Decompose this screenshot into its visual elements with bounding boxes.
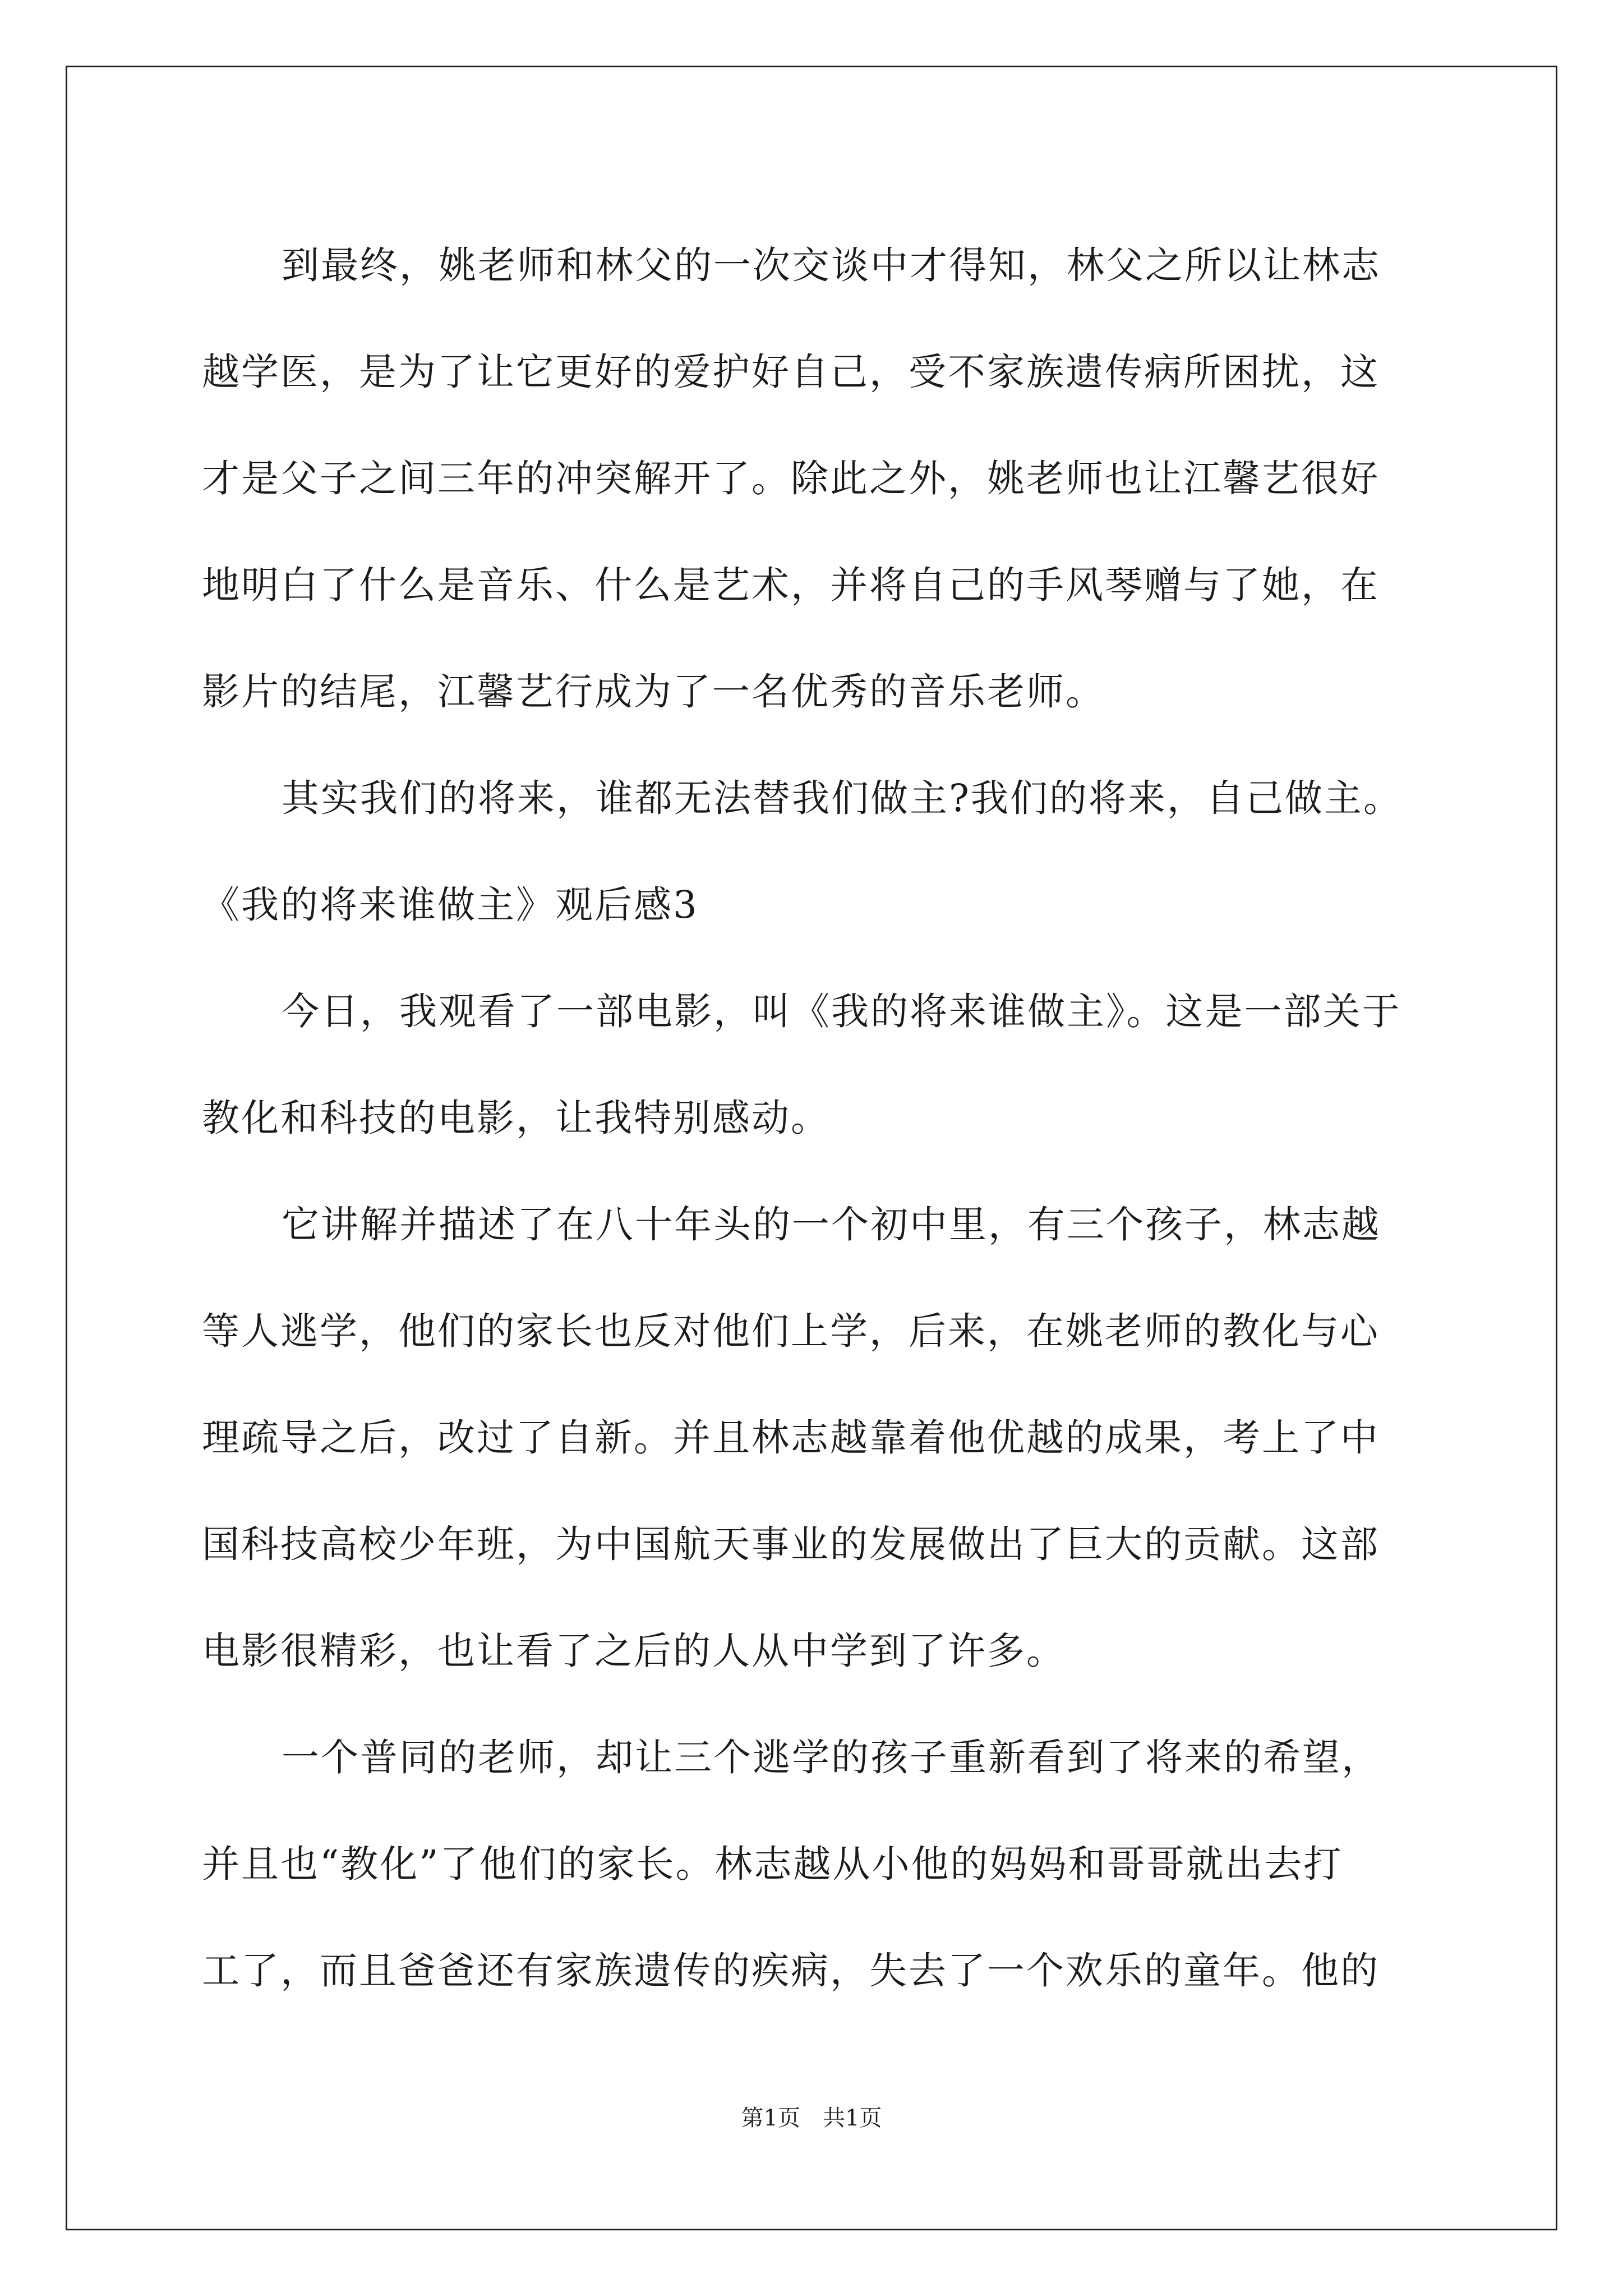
text-line: 其实我们的将来，谁都无法替我们做主?我们的将来，自己做主。 — [282, 776, 1403, 820]
text-line: 教化和科技的电影，让我特别感动。 — [202, 1096, 830, 1140]
text-line: 影片的结尾，江馨艺行成为了一名优秀的音乐老师。 — [202, 670, 1105, 714]
text-line: 今日，我观看了一部电影，叫《我的将来谁做主》。这是一部关于 — [282, 990, 1401, 1033]
text-line: 等人逃学，他们的家长也反对他们上学，后来，在姚老师的教化与心 — [202, 1309, 1380, 1353]
text-line: 电影很精彩，也让看了之后的人从中学到了许多。 — [202, 1629, 1066, 1673]
text-line: 一个普同的老师，却让三个逃学的孩子重新看到了将来的希望， — [282, 1736, 1381, 1779]
text-line: 到最终，姚老师和林父的一次交谈中才得知，林父之所以让林志 — [282, 243, 1381, 287]
text-line: 它讲解并描述了在八十年头的一个初中里，有三个孩子，林志越 — [282, 1203, 1381, 1246]
text-line: 才是父子之间三年的冲突解开了。除此之外，姚老师也让江馨艺很好 — [202, 457, 1380, 500]
text-line: 越学医，是为了让它更好的爱护好自己，受不家族遗传病所困扰，这 — [202, 350, 1380, 394]
text-line: 工了，而且爸爸还有家族遗传的疾病，失去了一个欢乐的童年。他的 — [202, 1949, 1380, 1993]
page-number-footer: 第1页 共1页 — [741, 2105, 882, 2131]
text-line: 并且也“教化”了他们的家长。林志越从小他的妈妈和哥哥就出去打 — [202, 1842, 1343, 1886]
text-line: 国科技高校少年班，为中国航天事业的发展做出了巨大的贡献。这部 — [202, 1522, 1380, 1566]
section-heading: 《我的将来谁做主》观后感3 — [202, 883, 699, 927]
text-line: 地明白了什么是音乐、什么是艺术，并将自己的手风琴赠与了她，在 — [202, 563, 1380, 607]
text-line: 理疏导之后，改过了自新。并且林志越靠着他优越的成果，考上了中 — [202, 1416, 1380, 1460]
